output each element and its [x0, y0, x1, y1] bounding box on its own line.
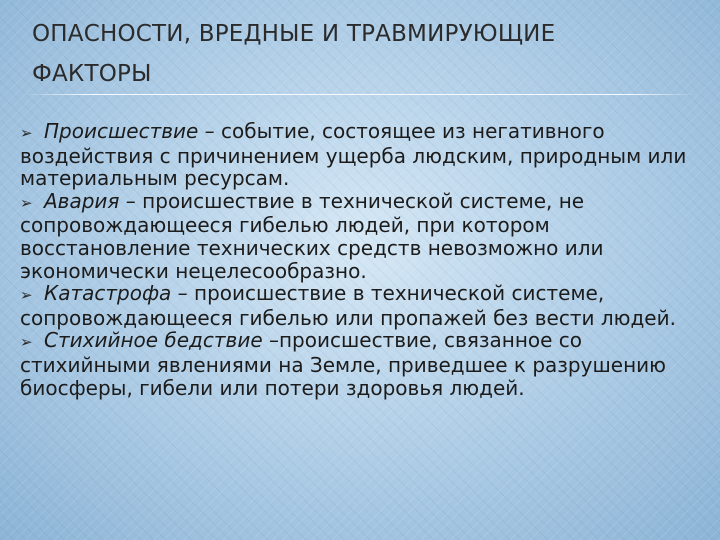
- term-natural-disaster: Стихийное бедствие: [44, 328, 263, 353]
- term-accident: Авария: [44, 188, 120, 213]
- list-item-accident: [20, 190, 702, 282]
- definition-incident: – событие, состоящее из негативного воздействия с причинением ущерба людским, природным или материальным ресурсам.: [20, 119, 687, 191]
- slide-title: ОПАСНОСТИ, ВРЕДНЫЕ И ТРАВМИРУЮЩИЕ ФАКТОРЫ: [32, 21, 556, 87]
- definition-natural-disaster: –происшествие, связанное со стихийными явлениями на Земле, приведшее к разрушению биосферы, гибели или потери здоровья людей.: [20, 328, 666, 400]
- list-item-natural-disaster: [20, 329, 702, 399]
- definition-accident: – происшествие в технической системе, не сопровождающееся гибелью людей, при котором восстановление технических средств невозможно или экономически нецелесообразно.: [20, 188, 604, 283]
- arrow-bullet-icon: ➢: [20, 286, 33, 305]
- term-catastrophe: Катастрофа: [44, 281, 172, 306]
- arrow-bullet-icon: ➢: [20, 333, 33, 352]
- definition-catastrophe: – происшествие в технической системе, сопровождающееся гибелью или пропажей без вести людей.: [20, 281, 676, 330]
- arrow-bullet-icon: ➢: [20, 124, 33, 142]
- term-incident: Происшествие: [44, 119, 199, 143]
- arrow-bullet-icon: ➢: [20, 193, 33, 212]
- list-item-catastrophe: [20, 282, 702, 329]
- title-divider: [22, 94, 698, 95]
- definitions-list: [20, 120, 702, 399]
- list-item-incident: [20, 120, 702, 190]
